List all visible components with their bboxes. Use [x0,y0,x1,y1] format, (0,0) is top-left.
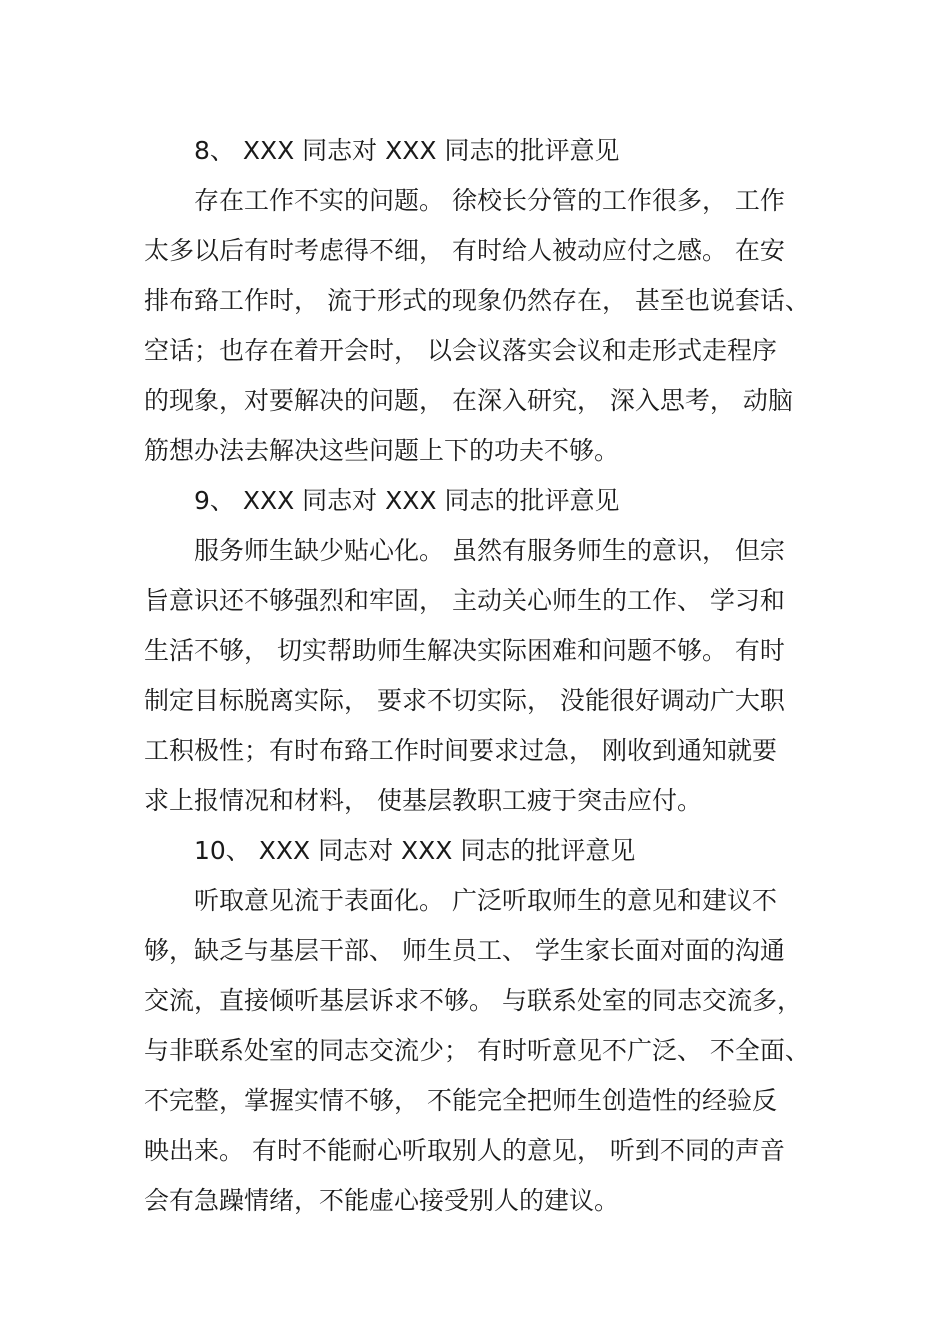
section-8-line-6: 筋想办法去解决这些问题上下的功夫不够。 [144,436,620,465]
section-8-line-3: 排布臵工作时， 流于形式的现象仍然存在， 甚至也说套话、 [144,286,810,315]
section-9-heading: 9、 XXX 同志对 XXX 同志的批评意见 [194,486,620,515]
section-10-line-2: 够，缺乏与基层干部、 师生员工、 学生家长面对面的沟通 [144,936,785,965]
section-10-heading: 10、 XXX 同志对 XXX 同志的批评意见 [194,836,636,865]
section-8-line-5: 的现象，对要解决的问题， 在深入研究， 深入思考， 动脑 [144,386,793,415]
section-10-line-5: 不完整，掌握实情不够， 不能完全把师生创造性的经验反 [144,1086,777,1115]
section-9-line-2: 旨意识还不够强烈和牢固， 主动关心师生的工作、 学习和 [144,586,785,615]
section-8-line-4: 空话；也存在着开会时， 以会议落实会议和走形式走程序 [144,336,777,365]
section-10-line-7: 会有急躁情绪，不能虚心接受别人的建议。 [144,1186,620,1215]
section-10-line-1: 听取意见流于表面化。 广泛听取师生的意见和建议不 [194,886,777,915]
section-8-line-1: 存在工作不实的问题。 徐校长分管的工作很多， 工作 [194,186,785,215]
section-10-line-6: 映出来。 有时不能耐心听取别人的意见， 听到不同的声音 [144,1136,785,1165]
section-8-heading: 8、 XXX 同志对 XXX 同志的批评意见 [194,136,620,165]
section-10-line-3: 交流，直接倾听基层诉求不够。 与联系处室的同志交流多， [144,986,802,1015]
section-9-line-4: 制定目标脱离实际， 要求不切实际， 没能很好调动广大职 [144,686,785,715]
section-10-line-4: 与非联系处室的同志交流少； 有时听意见不广泛、 不全面、 [144,1036,810,1065]
section-9-line-3: 生活不够， 切实帮助师生解决实际困难和问题不够。 有时 [144,636,785,665]
section-9-line-6: 求上报情况和材料， 使基层教职工疲于突击应付。 [144,786,702,815]
section-8-line-2: 太多以后有时考虑得不细， 有时给人被动应付之感。 在安 [144,236,785,265]
section-9-line-5: 工积极性；有时布臵工作时间要求过急， 刚收到通知就要 [144,736,777,765]
section-9-line-1: 服务师生缺少贴心化。 虽然有服务师生的意识， 但宗 [194,536,785,565]
